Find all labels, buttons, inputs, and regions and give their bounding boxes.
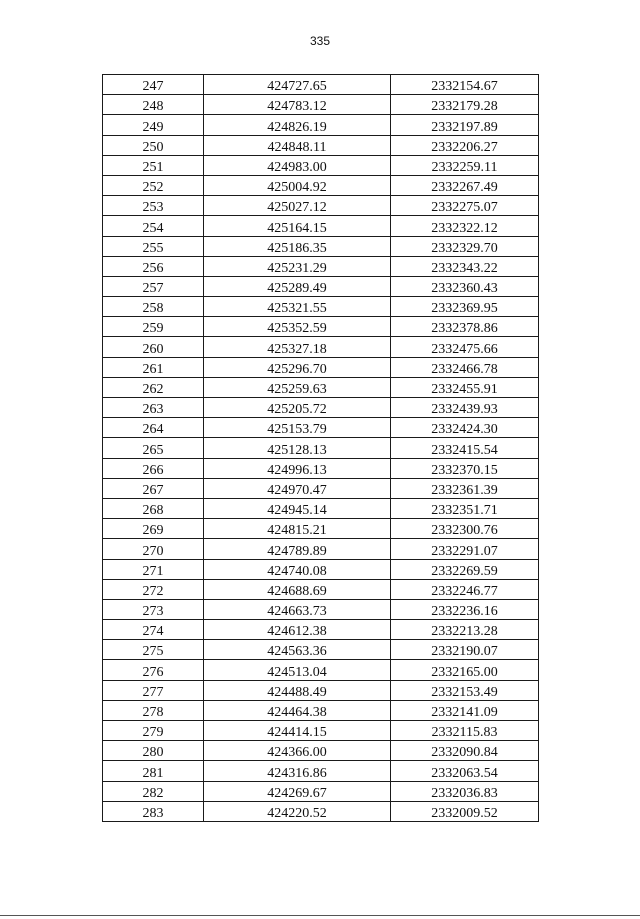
- point-number-cell: 263: [103, 398, 204, 418]
- y-coordinate-cell: 2332009.52: [391, 801, 539, 821]
- table-row: [103, 256, 539, 276]
- x-coordinate-cell: 425327.18: [204, 337, 391, 357]
- y-coordinate-cell: 2332063.54: [391, 761, 539, 781]
- point-number-cell: 253: [103, 196, 204, 216]
- point-number-cell: 252: [103, 175, 204, 195]
- y-coordinate-cell: 2332213.28: [391, 620, 539, 640]
- x-coordinate-cell: 424269.67: [204, 781, 391, 801]
- y-coordinate-cell: 2332424.30: [391, 418, 539, 438]
- point-number-cell: 247: [103, 75, 204, 95]
- y-coordinate-cell: 2332475.66: [391, 337, 539, 357]
- y-coordinate-cell: 2332466.78: [391, 357, 539, 377]
- x-coordinate-cell: 424789.89: [204, 539, 391, 559]
- y-coordinate-cell: 2332369.95: [391, 297, 539, 317]
- y-coordinate-cell: 2332115.83: [391, 721, 539, 741]
- point-number-cell: 274: [103, 620, 204, 640]
- table-row: [103, 398, 539, 418]
- point-number-cell: 267: [103, 478, 204, 498]
- x-coordinate-cell: 424970.47: [204, 478, 391, 498]
- y-coordinate-cell: 2332370.15: [391, 458, 539, 478]
- table-row: [103, 680, 539, 700]
- table-row: [103, 559, 539, 579]
- y-coordinate-cell: 2332236.16: [391, 599, 539, 619]
- point-number-cell: 282: [103, 781, 204, 801]
- x-coordinate-cell: 425296.70: [204, 357, 391, 377]
- point-number-cell: 259: [103, 317, 204, 337]
- y-coordinate-cell: 2332322.12: [391, 216, 539, 236]
- x-coordinate-cell: 424826.19: [204, 115, 391, 135]
- y-coordinate-cell: 2332197.89: [391, 115, 539, 135]
- x-coordinate-cell: 425153.79: [204, 418, 391, 438]
- x-coordinate-cell: 424220.52: [204, 801, 391, 821]
- x-coordinate-cell: 424996.13: [204, 458, 391, 478]
- table-row: [103, 599, 539, 619]
- coordinates-table-body: [103, 75, 539, 822]
- x-coordinate-cell: 424983.00: [204, 155, 391, 175]
- x-coordinate-cell: 424663.73: [204, 599, 391, 619]
- y-coordinate-cell: 2332267.49: [391, 175, 539, 195]
- x-coordinate-cell: 424945.14: [204, 498, 391, 518]
- y-coordinate-cell: 2332343.22: [391, 256, 539, 276]
- table-row: [103, 216, 539, 236]
- y-coordinate-cell: 2332360.43: [391, 276, 539, 296]
- x-coordinate-cell: 424513.04: [204, 660, 391, 680]
- x-coordinate-cell: 425205.72: [204, 398, 391, 418]
- table-row: [103, 519, 539, 539]
- point-number-cell: 264: [103, 418, 204, 438]
- y-coordinate-cell: 2332141.09: [391, 700, 539, 720]
- point-number-cell: 249: [103, 115, 204, 135]
- table-row: [103, 418, 539, 438]
- point-number-cell: 250: [103, 135, 204, 155]
- x-coordinate-cell: 424488.49: [204, 680, 391, 700]
- table-row: [103, 660, 539, 680]
- table-row: [103, 478, 539, 498]
- table-row: [103, 115, 539, 135]
- table-row: [103, 337, 539, 357]
- y-coordinate-cell: 2332455.91: [391, 377, 539, 397]
- point-number-cell: 257: [103, 276, 204, 296]
- table-row: [103, 357, 539, 377]
- x-coordinate-cell: 425352.59: [204, 317, 391, 337]
- y-coordinate-cell: 2332329.70: [391, 236, 539, 256]
- x-coordinate-cell: 425259.63: [204, 377, 391, 397]
- table-row: [103, 297, 539, 317]
- y-coordinate-cell: 2332246.77: [391, 579, 539, 599]
- table-row: [103, 579, 539, 599]
- table-row: [103, 640, 539, 660]
- point-number-cell: 255: [103, 236, 204, 256]
- point-number-cell: 260: [103, 337, 204, 357]
- point-number-cell: 276: [103, 660, 204, 680]
- y-coordinate-cell: 2332259.11: [391, 155, 539, 175]
- point-number-cell: 275: [103, 640, 204, 660]
- point-number-cell: 258: [103, 297, 204, 317]
- point-number-cell: 277: [103, 680, 204, 700]
- point-number-cell: 273: [103, 599, 204, 619]
- x-coordinate-cell: 424815.21: [204, 519, 391, 539]
- y-coordinate-cell: 2332165.00: [391, 660, 539, 680]
- table-row: [103, 236, 539, 256]
- x-coordinate-cell: 424727.65: [204, 75, 391, 95]
- y-coordinate-cell: 2332190.07: [391, 640, 539, 660]
- point-number-cell: 269: [103, 519, 204, 539]
- x-coordinate-cell: 425231.29: [204, 256, 391, 276]
- x-coordinate-cell: 425186.35: [204, 236, 391, 256]
- y-coordinate-cell: 2332361.39: [391, 478, 539, 498]
- x-coordinate-cell: 424366.00: [204, 741, 391, 761]
- table-row: [103, 498, 539, 518]
- x-coordinate-cell: 424563.36: [204, 640, 391, 660]
- point-number-cell: 256: [103, 256, 204, 276]
- table-row: [103, 761, 539, 781]
- point-number-cell: 254: [103, 216, 204, 236]
- y-coordinate-cell: 2332415.54: [391, 438, 539, 458]
- table-row: [103, 155, 539, 175]
- point-number-cell: 266: [103, 458, 204, 478]
- table-row: [103, 135, 539, 155]
- table-row: [103, 781, 539, 801]
- point-number-cell: 283: [103, 801, 204, 821]
- point-number-cell: 262: [103, 377, 204, 397]
- y-coordinate-cell: 2332378.86: [391, 317, 539, 337]
- point-number-cell: 280: [103, 741, 204, 761]
- x-coordinate-cell: 425027.12: [204, 196, 391, 216]
- point-number-cell: 261: [103, 357, 204, 377]
- y-coordinate-cell: 2332300.76: [391, 519, 539, 539]
- table-row: [103, 75, 539, 95]
- y-coordinate-cell: 2332275.07: [391, 196, 539, 216]
- y-coordinate-cell: 2332439.93: [391, 398, 539, 418]
- x-coordinate-cell: 424783.12: [204, 95, 391, 115]
- coordinates-table: [102, 74, 539, 822]
- point-number-cell: 271: [103, 559, 204, 579]
- table-row: [103, 175, 539, 195]
- table-row: [103, 317, 539, 337]
- x-coordinate-cell: 424464.38: [204, 700, 391, 720]
- x-coordinate-cell: 424848.11: [204, 135, 391, 155]
- point-number-cell: 278: [103, 700, 204, 720]
- table-row: [103, 721, 539, 741]
- point-number-cell: 268: [103, 498, 204, 518]
- table-row: [103, 438, 539, 458]
- y-coordinate-cell: 2332153.49: [391, 680, 539, 700]
- table-row: [103, 276, 539, 296]
- x-coordinate-cell: 424316.86: [204, 761, 391, 781]
- table-row: [103, 620, 539, 640]
- point-number-cell: 265: [103, 438, 204, 458]
- x-coordinate-cell: 425128.13: [204, 438, 391, 458]
- point-number-cell: 279: [103, 721, 204, 741]
- x-coordinate-cell: 425289.49: [204, 276, 391, 296]
- y-coordinate-cell: 2332291.07: [391, 539, 539, 559]
- y-coordinate-cell: 2332154.67: [391, 75, 539, 95]
- x-coordinate-cell: 424740.08: [204, 559, 391, 579]
- x-coordinate-cell: 424612.38: [204, 620, 391, 640]
- table-row: [103, 539, 539, 559]
- table-row: [103, 700, 539, 720]
- table-row: [103, 95, 539, 115]
- y-coordinate-cell: 2332090.84: [391, 741, 539, 761]
- x-coordinate-cell: 424414.15: [204, 721, 391, 741]
- table-row: [103, 741, 539, 761]
- x-coordinate-cell: 425321.55: [204, 297, 391, 317]
- y-coordinate-cell: 2332351.71: [391, 498, 539, 518]
- point-number-cell: 251: [103, 155, 204, 175]
- point-number-cell: 272: [103, 579, 204, 599]
- x-coordinate-cell: 425164.15: [204, 216, 391, 236]
- table-row: [103, 458, 539, 478]
- scan-edge-line: [0, 915, 640, 916]
- y-coordinate-cell: 2332269.59: [391, 559, 539, 579]
- x-coordinate-cell: 425004.92: [204, 175, 391, 195]
- y-coordinate-cell: 2332206.27: [391, 135, 539, 155]
- point-number-cell: 248: [103, 95, 204, 115]
- table-row: [103, 196, 539, 216]
- point-number-cell: 281: [103, 761, 204, 781]
- table-row: [103, 801, 539, 821]
- y-coordinate-cell: 2332179.28: [391, 95, 539, 115]
- y-coordinate-cell: 2332036.83: [391, 781, 539, 801]
- table-row: [103, 377, 539, 397]
- x-coordinate-cell: 424688.69: [204, 579, 391, 599]
- page-number: 335: [309, 34, 331, 48]
- point-number-cell: 270: [103, 539, 204, 559]
